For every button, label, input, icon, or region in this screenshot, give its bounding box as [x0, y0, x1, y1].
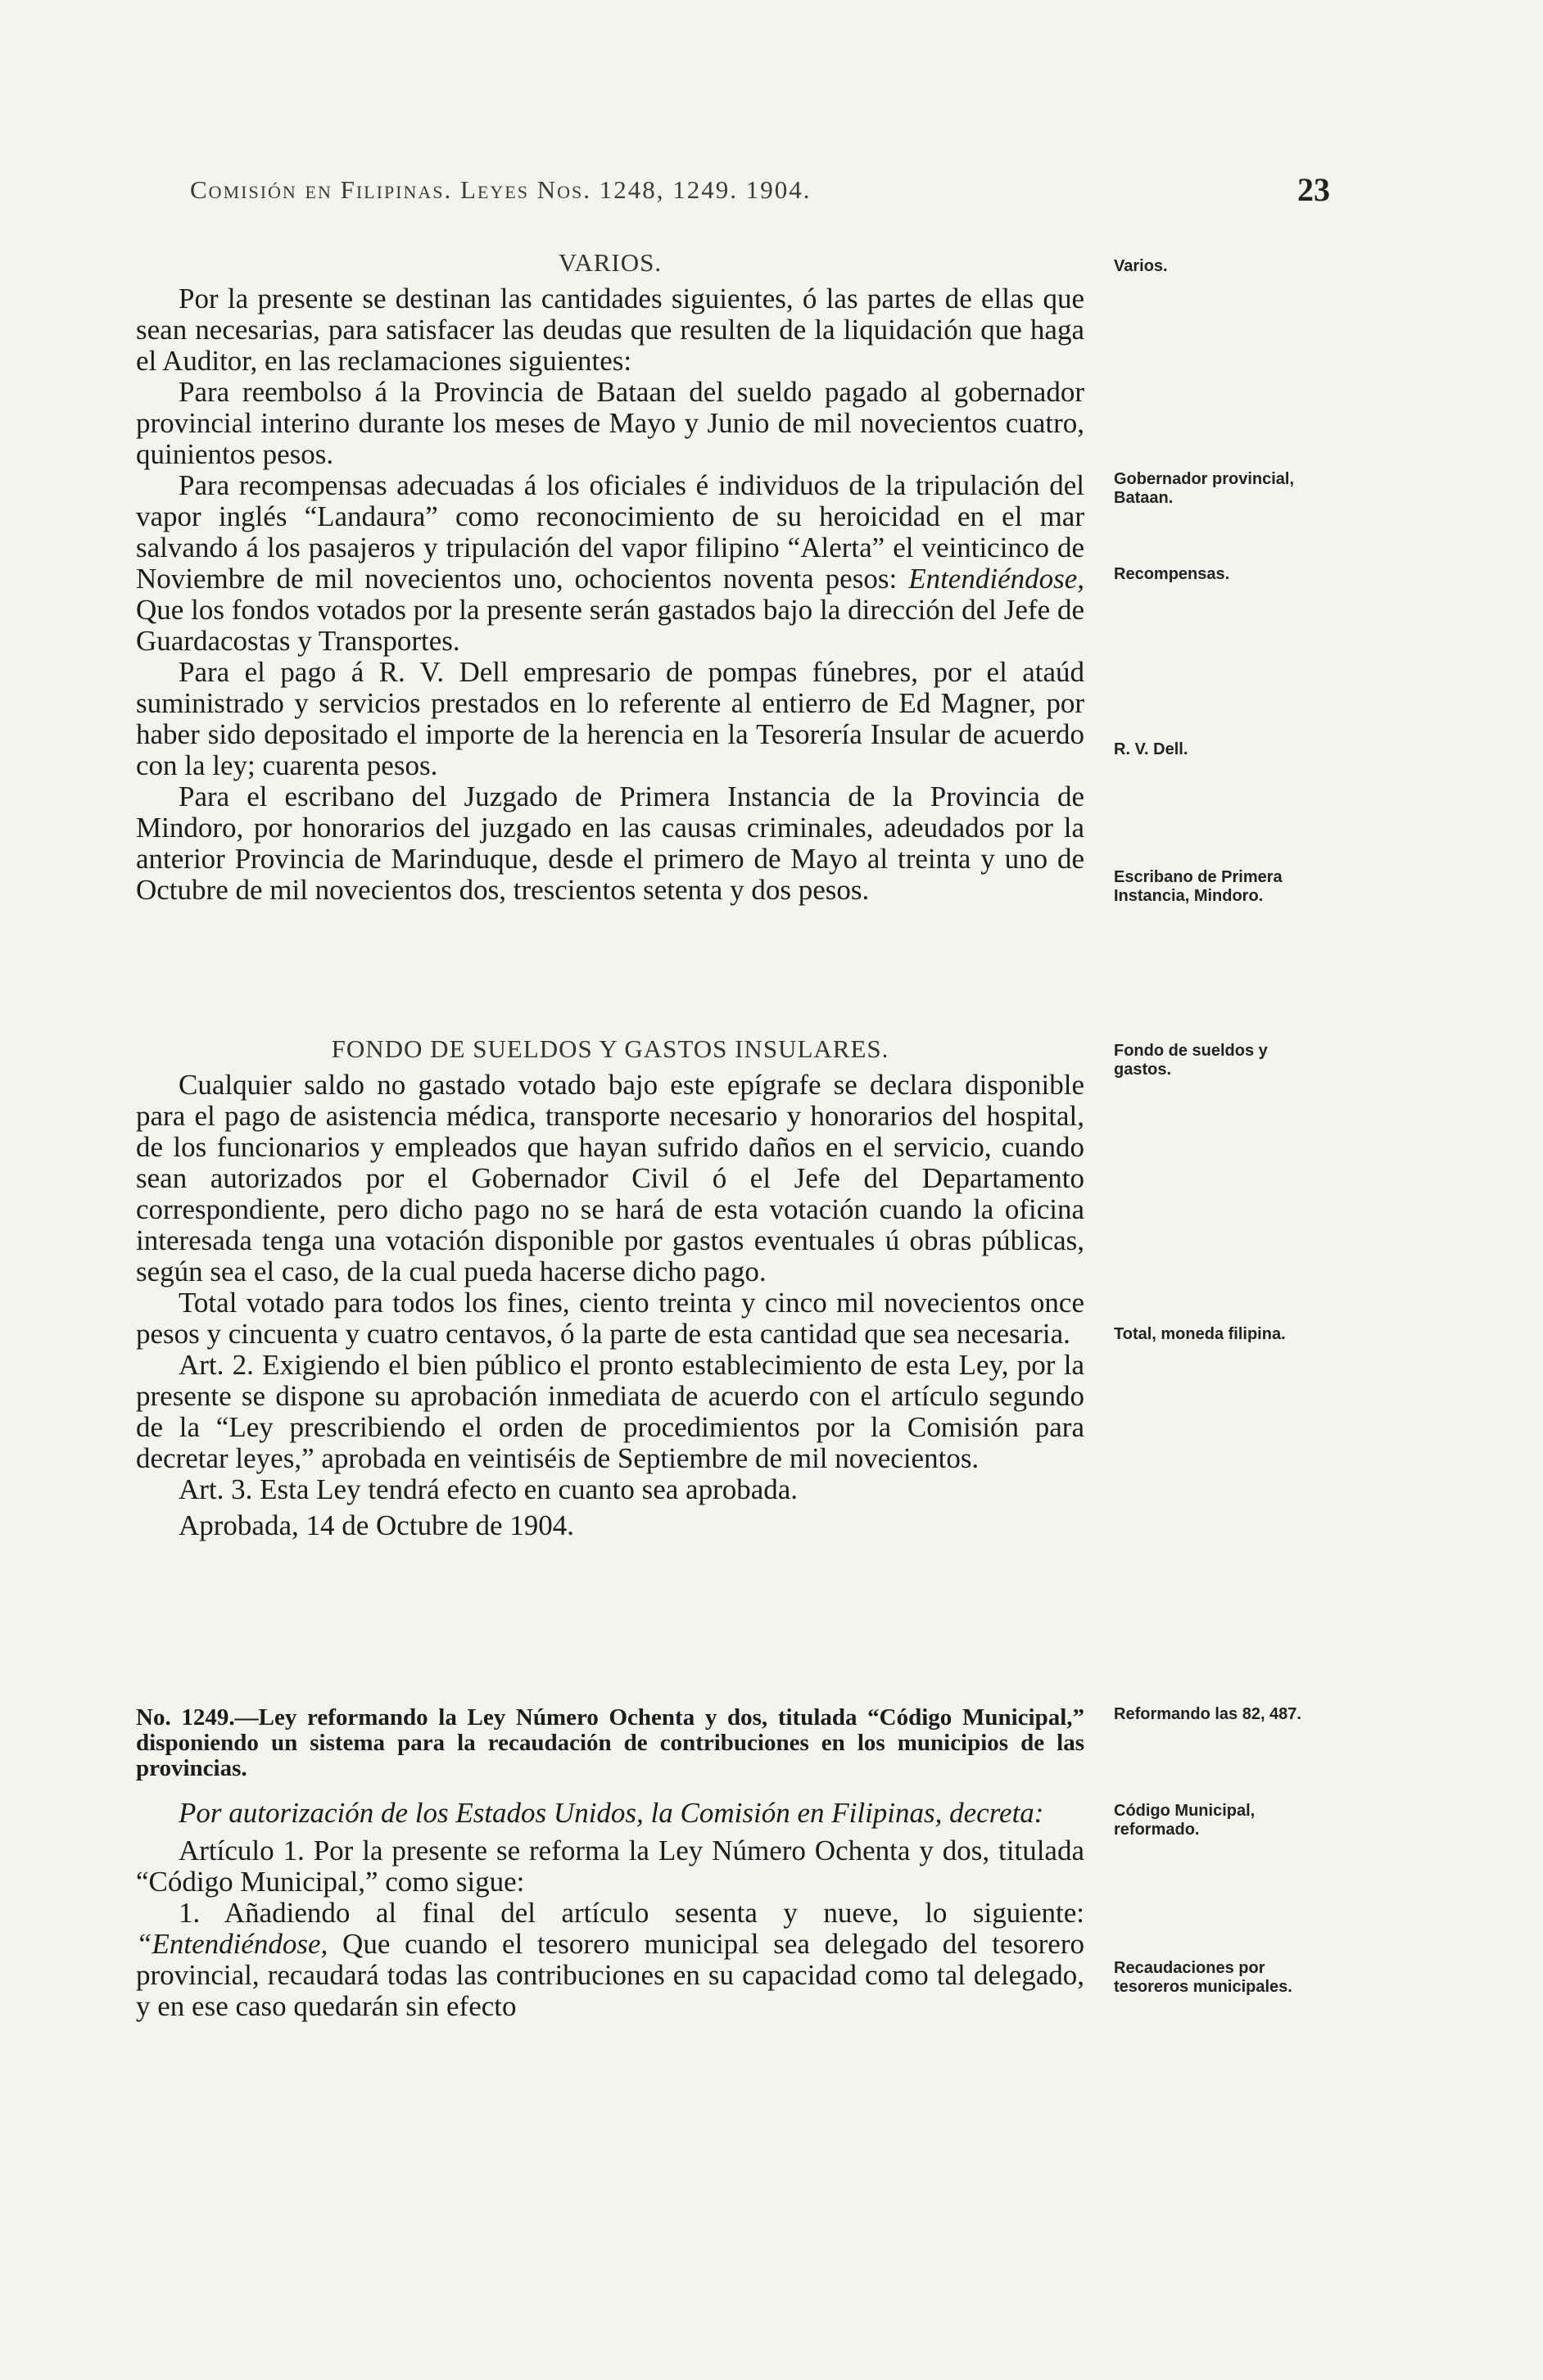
varios-paragraph-2: Para reembolso á la Provincia de Bataan del sueldo pagado al gobernador provincial interino durante los meses de Mayo y Junio de mil novecientos cuatro, quinientos pesos.	[136, 376, 1084, 470]
varios-paragraph-3b: Que los fondos votados por la presente serán gastados bajo la dirección del Jefe de Guardacostas y Transportes.	[136, 594, 1084, 657]
margin-note-varios: Varios.	[1114, 257, 1168, 275]
margin-note-total: Total, moneda filipina.	[1114, 1325, 1286, 1343]
ley-1249-section	[136, 1705, 1084, 2022]
varios-paragraph-3	[136, 470, 1084, 657]
margin-note-fondo: Fondo de sueldos y gastos.	[1114, 1042, 1268, 1079]
article-3: Art. 3. Esta Ley tendrá efecto en cuanto sea aprobada.	[179, 1473, 799, 1505]
ley-1249-item-1b: Que cuando el tesorero municipal sea delegado del tesorero provincial, recaudará todas las contribuciones en su capacidad como tal delegado, y en ese caso quedarán sin efecto	[136, 1928, 1084, 2022]
margin-note-dell: R. V. Dell.	[1114, 740, 1188, 758]
varios-paragraph-5: Para el escribano del Juzgado de Primera Instancia de la Provincia de Mindoro, por honorarios del juzgado en las causas criminales, adeudados por la anterior Provincia de Marinduque, desde el primero de Mayo al treinta y uno de Octubre de mil novecientos dos, trescientos setenta y dos pesos.	[136, 781, 1084, 906]
running-head: Comisión en Filipinas. Leyes Nos. 1248, 1249. 1904.	[190, 175, 812, 204]
approval-date: Aprobada, 14 de Octubre de 1904.	[179, 1509, 575, 1541]
margin-note-escribano: Escribano de Primera Instancia, Mindoro.	[1114, 868, 1283, 905]
ley-1249-item-1	[136, 1898, 1084, 2022]
fondo-section	[136, 1034, 1084, 1541]
ley-1249-item-1-emphasis: “Entendiéndose,	[136, 1928, 328, 1960]
page-number: 23	[1297, 171, 1330, 208]
varios-paragraph-3a: Para recompensas adecuadas á los oficiales é individuos de la tripulación del vapor inglés “Landaura” como reconocimiento de su heroicidad en el mar salvando á los pasajeros y tripulación del vapor filipino “Alerta” el veinticinco de Noviembre de mil novecientos uno, ochocientos noventa pesos:	[136, 469, 1084, 595]
margin-note-gobernador: Gobernador provincial, Bataan.	[1114, 470, 1295, 507]
ley-1249-article-1: Artículo 1. Por la presente se reforma la Ley Número Ochenta y dos, titulada “Código Municipal,” como sigue:	[136, 1835, 1084, 1898]
varios-paragraph-1: Por la presente se destinan las cantidades siguientes, ó las partes de ellas que sean necesarias, para satisfacer las deudas que resulten de la liquidación que haga el Auditor, en las reclamaciones siguientes:	[136, 283, 1084, 377]
fondo-paragraph-1: Cualquier saldo no gastado votado bajo este epígrafe se declara disponible para el pago de asistencia médica, transporte necesario y honorarios del hospital, de los funcionarios y empleados que hayan sufrido daños en el servicio, cuando sean autorizados por el Gobernador Civil ó el Jefe del Departamento correspondiente, pero dicho pago no se hará de esta votación cuando la oficina interesada tenga una votación disponible por gastos eventuales ú obras públicas, según sea el caso, de la cual pueda hacerse dicho pago.	[136, 1069, 1084, 1287]
varios-paragraph-3-emphasis: Entendiéndose,	[908, 563, 1085, 595]
ley-1249-authority: Por autorización de los Estados Unidos, la Comisión en Filipinas, decreta:	[179, 1797, 1044, 1829]
ley-1249-item-1a: 1. Añadiendo al final del artículo sesenta y nueve, lo siguiente:	[179, 1897, 1084, 1929]
margin-note-reformando: Reformando las 82, 487.	[1114, 1705, 1301, 1723]
margin-note-recompensas: Recompensas.	[1114, 565, 1230, 583]
margin-note-codigo: Código Municipal, reformado.	[1114, 1802, 1256, 1839]
fondo-heading: FONDO DE SUELDOS Y GASTOS INSULARES.	[331, 1034, 889, 1063]
margin-note-recaudaciones: Recaudaciones por tesoreros municipales.	[1114, 1959, 1292, 1996]
article-2: Art. 2. Exigiendo el bien público el pronto establecimiento de esta Ley, por la presente se dispone su aprobación inmediata de acuerdo con el artículo segundo de la “Ley prescribiendo el orden de procedimientos por la Comisión para decretar leyes,” aprobada en veintiséis de Septiembre de mil novecientos.	[136, 1349, 1084, 1474]
fondo-paragraph-2: Total votado para todos los fines, ciento treinta y cinco mil novecientos once pesos y cincuenta y cuatro centavos, ó la parte de esta cantidad que sea necesaria.	[136, 1287, 1084, 1350]
varios-section	[136, 247, 1084, 906]
varios-paragraph-4: Para el pago á R. V. Dell empresario de pompas fúnebres, por el ataúd suministrado y servicios prestados en lo referente al entierro de Ed Magner, por haber sido depositado el importe de la herencia en la Tesorería Insular de acuerdo con la ley; cuarenta pesos.	[136, 656, 1084, 781]
varios-heading: VARIOS.	[558, 248, 663, 277]
ley-1249-title: No. 1249.—Ley reformando la Ley Número Ochenta y dos, titulada “Código Municipal,” disponiendo un sistema para la recaudación de contribuciones en los municipios de las provincias.	[136, 1704, 1084, 1781]
